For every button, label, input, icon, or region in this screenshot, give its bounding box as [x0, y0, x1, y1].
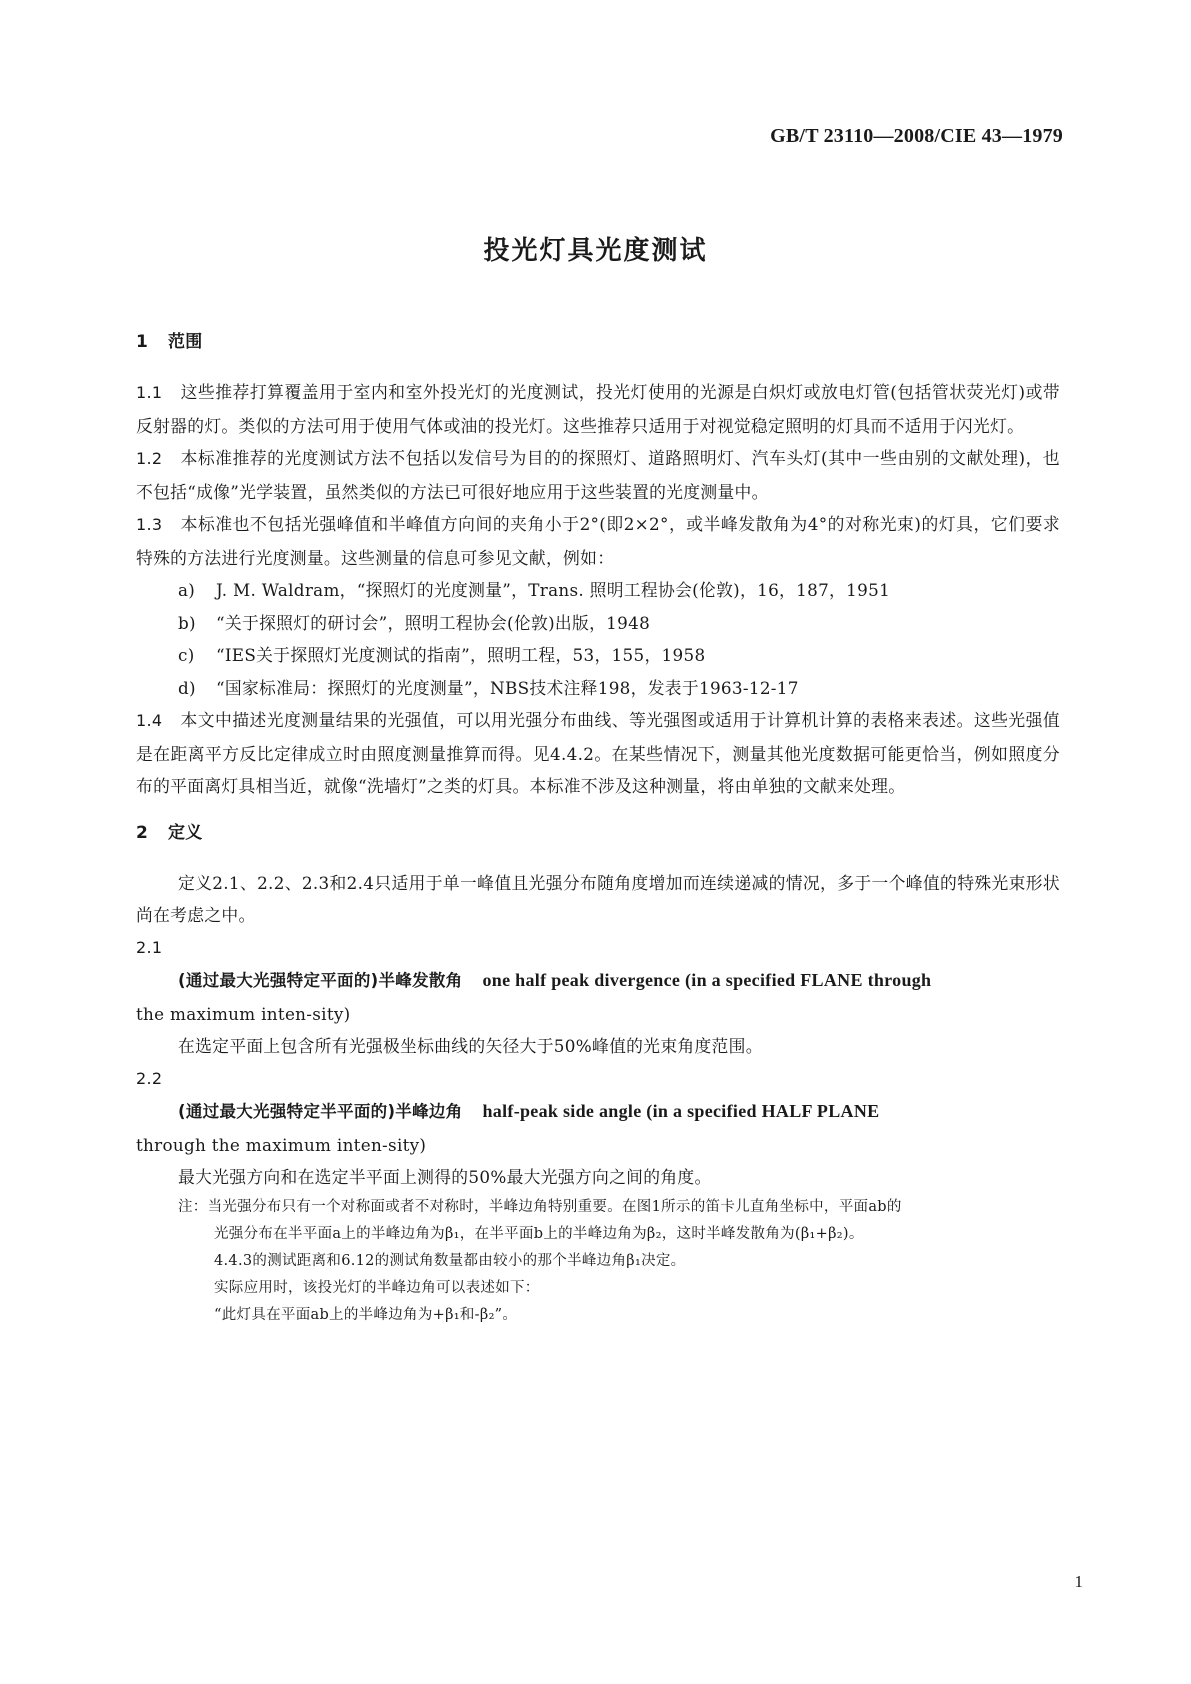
term-2-2	[136, 1095, 1060, 1129]
reference-list	[136, 574, 1060, 704]
reference-text: “关于探照灯的研讨会”，照明工程协会(伦敦)出版，1948	[216, 612, 651, 633]
definition-2-1: 在选定平面上包含所有光强极坐标曲线的矢径大于50%峰值的光束角度范围。	[178, 1036, 763, 1056]
note-line: 4.4.3的测试距离和6.12的测试角数量都由较小的那个半峰边角β₁决定。	[214, 1252, 686, 1269]
reference-label: c)	[178, 645, 195, 665]
reference-text: “国家标准局：探照灯的光度测量”，NBS技术注释198，发表于1963-12-17	[216, 677, 799, 698]
clause-1-4	[136, 704, 1060, 803]
clause-text: 本标准也不包括光强峰值和半峰值方向间的夹角小于2°(即2×2°，或半峰发散角为4°的对称光束)的灯具，它们要求特殊的方法进行光度测量。这些测量的信息可参见文献，例如：	[136, 514, 1060, 568]
standard-number: GB/T 23110—2008/CIE 43—1979	[770, 125, 1063, 147]
section-heading-definitions	[136, 821, 1060, 857]
note-line: “此灯具在平面ab上的半峰边角为+β₁和-β₂”。	[214, 1306, 518, 1323]
reference-text: “IES关于探照灯光度测试的指南”，照明工程，53，155，1958	[216, 645, 706, 665]
definitions-intro: 定义2.1、2.2、2.3和2.4只适用于单一峰值且光强分布随角度增加而连续递减的情况，多于一个峰值的特殊光束形状尚在考虑之中。	[136, 872, 1060, 925]
term-chinese: (通过最大光强特定平面的)半峰发散角	[178, 971, 463, 990]
clause-2-2-number: 2.2	[136, 1068, 163, 1088]
term-english-continued: the maximum inten-sity)	[136, 1003, 351, 1024]
section-number: 2	[136, 822, 149, 843]
clause-number: 1.4	[136, 711, 163, 730]
section-title: 定义	[168, 822, 203, 843]
term-2-1	[136, 964, 1060, 998]
reference-item	[136, 672, 1060, 705]
term-chinese: (通过最大光强特定半平面的)半峰边角	[178, 1102, 463, 1121]
clause-number: 1.2	[136, 449, 163, 468]
note-line: 光强分布在半平面a上的半峰边角为β₁，在半平面b上的半峰边角为β₂，这时半峰发散角为(β₁+β₂)。	[214, 1225, 864, 1242]
term-english: half-peak side angle (in a specified HALF PLANE	[482, 1101, 880, 1121]
reference-label: b)	[178, 612, 196, 633]
reference-item	[136, 607, 1060, 640]
clause-2-1-number: 2.1	[136, 937, 163, 957]
term-2-1-continued	[136, 998, 1060, 1031]
term-english-continued: through the maximum inten-sity)	[136, 1134, 427, 1155]
reference-item	[136, 574, 1060, 607]
clause-1-1	[136, 376, 1060, 442]
reference-item	[136, 639, 1060, 672]
section-title: 范围	[168, 332, 203, 352]
definition-2-2: 最大光强方向和在选定半平面上测得的50%最大光强方向之间的角度。	[178, 1167, 712, 1187]
note-line: 实际应用时，该投光灯的半峰边角可以表述如下：	[214, 1279, 540, 1296]
reference-text: J. M. Waldram，“探照灯的光度测量”，Trans. 照明工程协会(伦敦)，16，187，1951	[216, 580, 891, 600]
note-line: 注：当光强分布只有一个对称面或者不对称时，半峰边角特别重要。在图1所示的笛卡儿直角坐标中，平面ab的	[178, 1198, 902, 1215]
page-number: 1	[1074, 1572, 1083, 1591]
document-body	[136, 330, 1060, 1329]
clause-number: 1.1	[136, 383, 163, 402]
clause-1-3	[136, 508, 1060, 574]
reference-label: a)	[178, 580, 196, 600]
clause-number: 1.3	[136, 515, 163, 534]
clause-text: 本标准推荐的光度测试方法不包括以发信号为目的的探照灯、道路照明灯、汽车头灯(其中一些由别的文献处理)，也不包括“成像”光学装置，虽然类似的方法已可很好地应用于这些装置的光度测量中。	[136, 448, 1060, 502]
term-english: one half peak divergence (in a specified FLANE through	[482, 970, 932, 990]
term-2-2-continued	[136, 1129, 1060, 1162]
clause-1-2	[136, 442, 1060, 508]
section-number: 1	[136, 332, 149, 352]
clause-text: 本文中描述光度测量结果的光强值，可以用光强分布曲线、等光强图或适用于计算机计算的表格来表述。这些光强值是在距离平方反比定律成立时由照度测量推算而得。见4.4.2。在某些情况下，测量其他光度数据可能更恰当，例如照度分布的平面离灯具相当近，就像“洗墙灯”之类的灯具。本标准不涉及这种测量，将由单独的文献来处理。	[136, 710, 1060, 796]
clause-text: 这些推荐打算覆盖用于室内和室外投光灯的光度测试，投光灯使用的光源是白炽灯或放电灯管(包括管状荧光灯)或带反射器的灯。类似的方法可用于使用气体或油的投光灯。这些推荐只适用于对视觉稳定照明的灯具而不适用于闪光灯。	[136, 382, 1060, 436]
document-title: 投光灯具光度测试	[483, 236, 708, 266]
reference-label: d)	[178, 677, 196, 698]
section-heading-scope	[136, 330, 1060, 366]
